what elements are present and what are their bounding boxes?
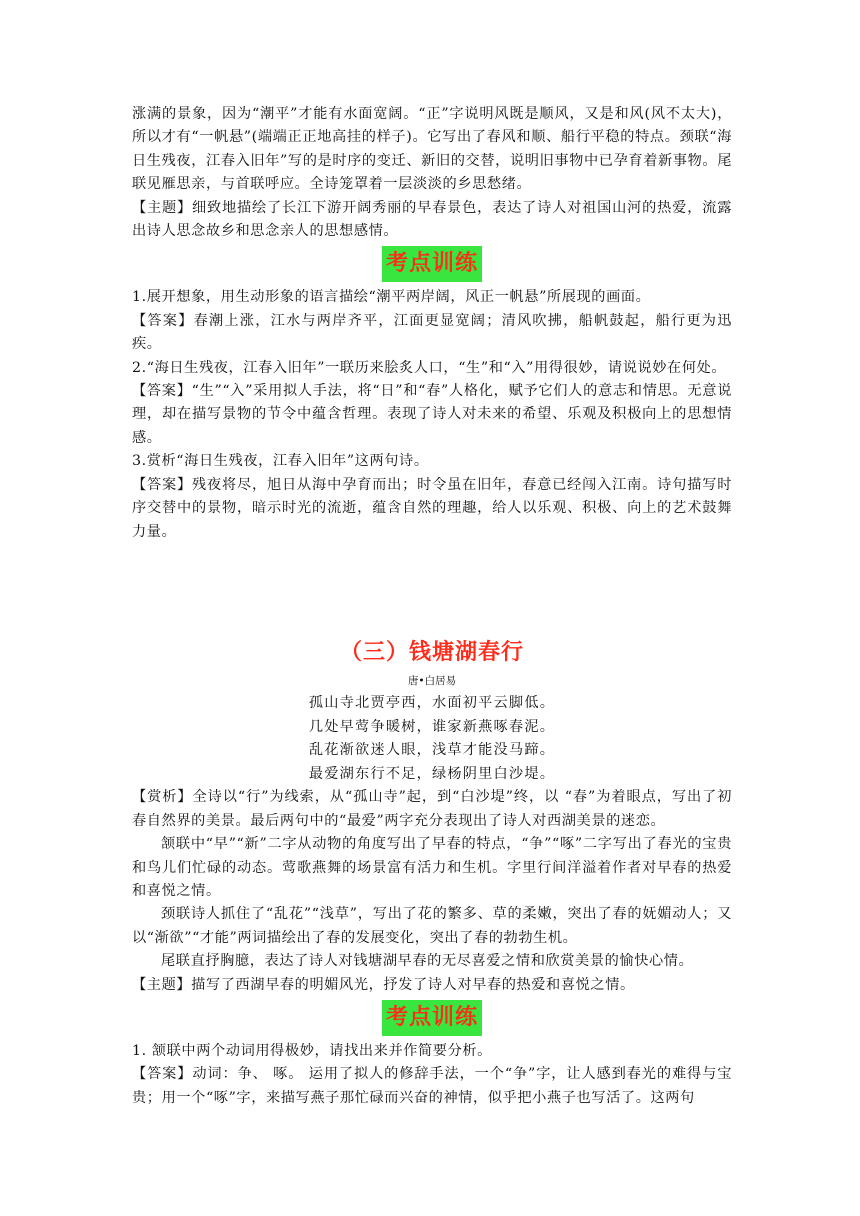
poem-question-1: 1. 颔联中两个动词用得极妙，请找出来并作简要分析。 (132, 1042, 492, 1059)
poem-author: 唐•白居易 (407, 674, 457, 687)
question-3: 3.赏析“海日生残夜，江春入旧年”这两句诗。 (132, 453, 429, 470)
poem-verse: 几处早莺争暖树，谁家新燕啄春泥。 (308, 718, 556, 735)
poem-analysis: 【赏析】全诗以“行”为线索，从“孤山寺”起，到“白沙堤”终，以 “春”为着眼点，写出了初春自然界的美景。最后两句中的“最爱”两字充分表现出了诗人对西湖美景的迷恋。 (132, 789, 732, 829)
answer-2: 【答案】“生”“入”采用拟人手法，将“日”和“春”人格化，赋予它们人的意志和情思。无意说理，却在描写景物的节令中蕴含哲理。表现了诗人对未来的希望、乐观及积极向上的思想情感。 (132, 383, 732, 446)
section-spacer (132, 544, 732, 638)
poem-answer-1: 【答案】动词：争、 啄。 运用了拟人的修辞手法，一个“争”字，让人感到春光的难得与宝贵；用一个“啄”字，来描写燕子那忙碌而兴奋的神情，似乎把小燕子也写活了。这两句 (132, 1066, 732, 1106)
question-2: 2.“海日生残夜，江春入旧年”一联历来脍炙人口，“生”和“入”用得很妙，请说说妙在何处。 (132, 359, 727, 376)
analysis-continuation: 涨满的景象，因为“潮平”才能有水面宽阔。“正”字说明风既是顺风，又是和风(风不太大)，所以才有“一帆悬”(端端正正地高挂的样子)。它写出了春风和顺、船行平稳的特点。颈联“海日生残夜，江春入旧年”写的是时序的变迁、新旧的交替，说明旧事物中已孕育着新事物。尾联见雁思亲，与首联呼应。全诗笼罩着一层淡淡的乡思愁绪。 (132, 106, 732, 193)
poem-verse: 最爱湖东行不足，绿杨阴里白沙堤。 (308, 765, 556, 782)
answer-1: 【答案】春潮上涨，江水与两岸齐平，江面更显宽阔；清风吹拂，船帆鼓起，船行更为迅疾。 (132, 312, 732, 353)
hanlian-paragraph: 颔联中“早”“新”二字从动物的角度写出了早春的特点，“争”“啄”二字写出了春光的宝贵和鸟儿们忙碌的动态。莺歌燕舞的场景富有活力和生机。字里行间洋溢着作者对早春的热爱和喜悦之情。 (132, 836, 732, 899)
weilian-paragraph: 尾联直抒胸臆，表达了诗人对钱塘湖早春的无尽喜爱之情和欣赏美景的愉快心情。 (161, 953, 694, 970)
answer-3: 【答案】残夜将尽，旭日从海中孕育而出；时令虽在旧年，春意已经闯入江南。诗句描写时序交替中的景物，暗示时光的流逝，蕴含自然的理趣，给人以乐观、积极、向上的艺术鼓舞力量。 (132, 476, 732, 540)
exercise-banner-wrap (132, 246, 732, 284)
exercise-banner: 考点训练 (382, 1000, 482, 1036)
poem-title: （三）钱塘湖春行 (339, 639, 524, 665)
exercise-banner: 考点训练 (382, 246, 482, 282)
jinglian-paragraph: 颈联诗人抓住了“乱花”“浅草”，写出了花的繁多、草的柔嫩，突出了春的妩媚动人；又以“渐欲”“才能”两词描绘出了春的发展变化，突出了春的勃勃生机。 (132, 906, 732, 946)
poem-verse: 乱花渐欲迷人眼，浅草才能没马蹄。 (308, 742, 556, 759)
question-1: 1.展开想象，用生动形象的语言描绘“潮平两岸阔，风正一帆悬”所展现的画面。 (132, 289, 651, 306)
document-page (132, 103, 732, 1110)
exercise-banner-wrap (132, 1000, 732, 1038)
theme-paragraph: 【主题】细致地描绘了长江下游开阔秀丽的早春景色，表达了诗人对祖国山河的热爱，流露出诗人思念故乡和思念亲人的思想感情。 (132, 199, 732, 240)
poem-theme: 【主题】描写了西湖早春的明媚风光，抒发了诗人对早春的热爱和喜悦之情。 (132, 976, 635, 993)
poem-verse: 孤山寺北贾亭西，水面初平云脚低。 (308, 694, 556, 711)
